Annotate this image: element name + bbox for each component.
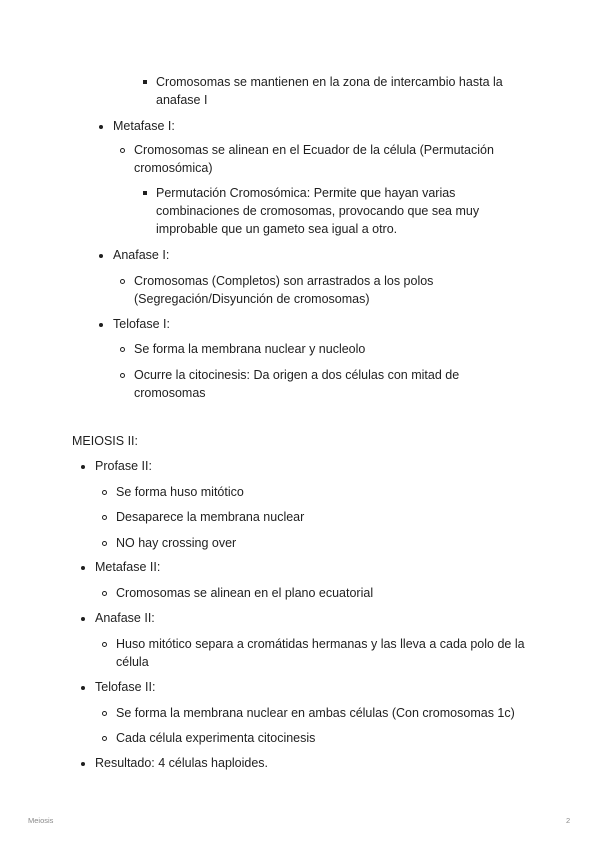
list-item-text: Se forma la membrana nuclear y nucleolo [134,342,366,356]
list-item-text: Huso mitótico separa a cromátidas hermanas y las lleva a cada polo de la célula [116,637,525,669]
circle-bullet-icon [102,515,107,520]
circle-bullet-icon [120,148,125,153]
list-item-text: Metafase II: [95,560,161,574]
list-item-text: Cada célula experimenta citocinesis [116,731,316,745]
circle-bullet-icon [120,373,125,378]
disc-bullet-icon [81,617,85,621]
circle-bullet-icon [102,490,107,495]
section-heading: MEIOSIS II: [72,434,138,448]
circle-bullet-icon [120,347,125,352]
list-item-text: Se forma la membrana nuclear en ambas células (Con cromosomas 1c) [116,706,515,720]
disc-bullet-icon [81,762,85,766]
circle-bullet-icon [102,541,107,546]
list-item-text: Cromosomas (Completos) son arrastrados a los polos (Segregación/Disyunción de cromosomas) [134,274,434,306]
circle-bullet-icon [102,591,107,596]
list-item-text: NO hay crossing over [116,536,237,550]
list-item-text: Permutación Cromosómica: Permite que hayan varias combinaciones de cromosomas, provocando que sea muy improbable que un gameto sea igual a otro. [156,186,480,236]
circle-bullet-icon [102,711,107,716]
footer-document-name: Meiosis [28,816,54,825]
list-item-text: Cromosomas se alinean en el Ecuador de la célula (Permutación cromosómica) [134,143,494,175]
square-bullet-icon [143,191,147,195]
disc-bullet-icon [99,254,103,258]
list-item-text: Resultado: 4 células haploides. [95,756,269,770]
list-item-text: Desaparece la membrana nuclear [116,510,305,524]
list-item-text: Telofase I: [113,317,170,331]
disc-bullet-icon [99,323,103,327]
list-item-text: Cromosomas se mantienen en la zona de intercambio hasta la anafase I [156,75,503,107]
circle-bullet-icon [102,642,107,647]
list-item-text: Profase II: [95,459,152,473]
list-item-text: Telofase II: [95,680,156,694]
list-item-text: Se forma huso mitótico [116,485,244,499]
footer-page-number: 2 [566,816,571,825]
circle-bullet-icon [102,736,107,741]
disc-bullet-icon [81,686,85,690]
list-item-text: Anafase I: [113,248,170,262]
list-item-text: Metafase I: [113,119,175,133]
disc-bullet-icon [99,125,103,129]
square-bullet-icon [143,80,147,84]
disc-bullet-icon [81,566,85,570]
circle-bullet-icon [120,279,125,284]
list-item-text: Ocurre la citocinesis: Da origen a dos células con mitad de cromosomas [134,368,460,400]
disc-bullet-icon [81,465,85,469]
list-item-text: Anafase II: [95,611,155,625]
list-item-text: Cromosomas se alinean en el plano ecuatorial [116,586,374,600]
